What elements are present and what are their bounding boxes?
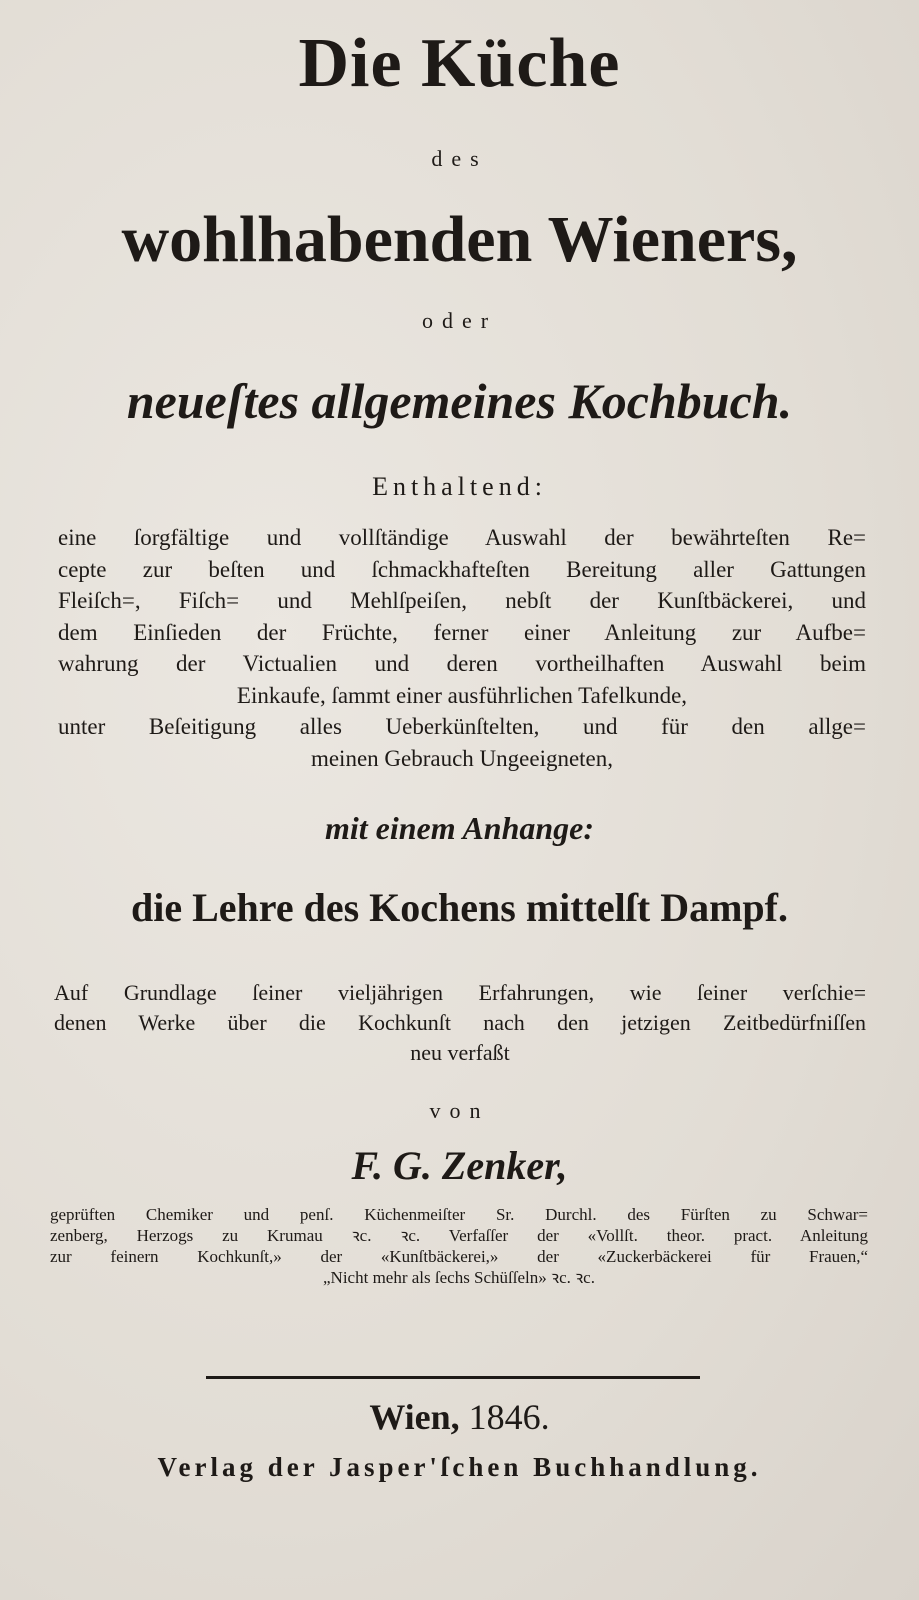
contents-heading: Enthaltend: xyxy=(372,472,547,501)
by-label: von xyxy=(429,1098,490,1123)
title-line-4: oder xyxy=(421,308,498,333)
imprint-publisher: Verlag der Jasper'ſchen Buchhandlung. xyxy=(157,1452,762,1482)
title-line-1: Die Küche xyxy=(298,25,621,102)
contents-line: dem Einſieden der Früchte, ferner einer Anleitung zur Aufbe= xyxy=(58,619,866,645)
imprint-year: 1846. xyxy=(468,1397,550,1437)
contents-paragraph xyxy=(58,522,866,774)
imprint-place-year xyxy=(20,1396,899,1438)
contents-line: Fleiſch=, Fiſch= und Mehlſpeiſen, nebſt der Kunſtbäckerei, und xyxy=(58,588,866,613)
contents-line: meinen Gebrauch Ungeeigneten, xyxy=(310,745,614,771)
imprint-place: Wien, xyxy=(369,1397,460,1437)
credentials-line: zenberg, Herzogs zu Krumau ꝛc. ꝛc. Verfaſſer der «Vollſt. theor. pract. Anleitung xyxy=(50,1226,868,1245)
credentials-line: „Nicht mehr als ſechs Schüſſeln» ꝛc. ꝛc. xyxy=(323,1268,595,1287)
contents-line: unter Beſeitigung alles Ueberkünſtelten, und für den allge= xyxy=(58,714,866,739)
basis-paragraph xyxy=(54,978,866,1068)
title-line-5: neueſtes allgemeines Kochbuch. xyxy=(126,373,793,429)
contents-line: eine ſorgfältige und vollſtändige Auswahl der bewährteſten Re= xyxy=(58,525,866,550)
credentials-line: zur feinern Kochkunſt,» der «Kunſtbäckerei,» der «Zuckerbäckerei für Frauen,“ xyxy=(50,1247,868,1266)
basis-line: Auf Grundlage ſeiner vieljährigen Erfahrungen, wie ſeiner verſchie= xyxy=(54,980,866,1005)
divider-rule xyxy=(206,1376,700,1379)
title-line-2: des xyxy=(431,146,488,171)
contents-line: Einkaufe, ſammt einer ausführlichen Tafelkunde, xyxy=(236,682,688,708)
contents-line: wahrung der Victualien und deren vortheilhaften Auswahl beim xyxy=(58,651,866,676)
appendix-heading: mit einem Anhange: xyxy=(324,810,595,846)
credentials-line: geprüften Chemiker und penſ. Küchenmeiſter Sr. Durchl. des Fürſten zu Schwar= xyxy=(50,1205,868,1224)
author-credentials xyxy=(50,1204,868,1288)
contents-line: cepte zur beſten und ſchmackhafteſten Bereitung aller Gattungen xyxy=(58,556,866,582)
appendix-title: die Lehre des Kochens mittelſt Dampf. xyxy=(131,885,788,930)
title-line-3: wohlhabenden Wieners, xyxy=(121,203,798,276)
author-name: F. G. Zenker, xyxy=(351,1143,568,1188)
basis-line: denen Werke über die Kochkunſt nach den jetzigen Zeitbedürfniſſen xyxy=(54,1010,866,1035)
basis-line: neu verfaßt xyxy=(410,1040,510,1065)
